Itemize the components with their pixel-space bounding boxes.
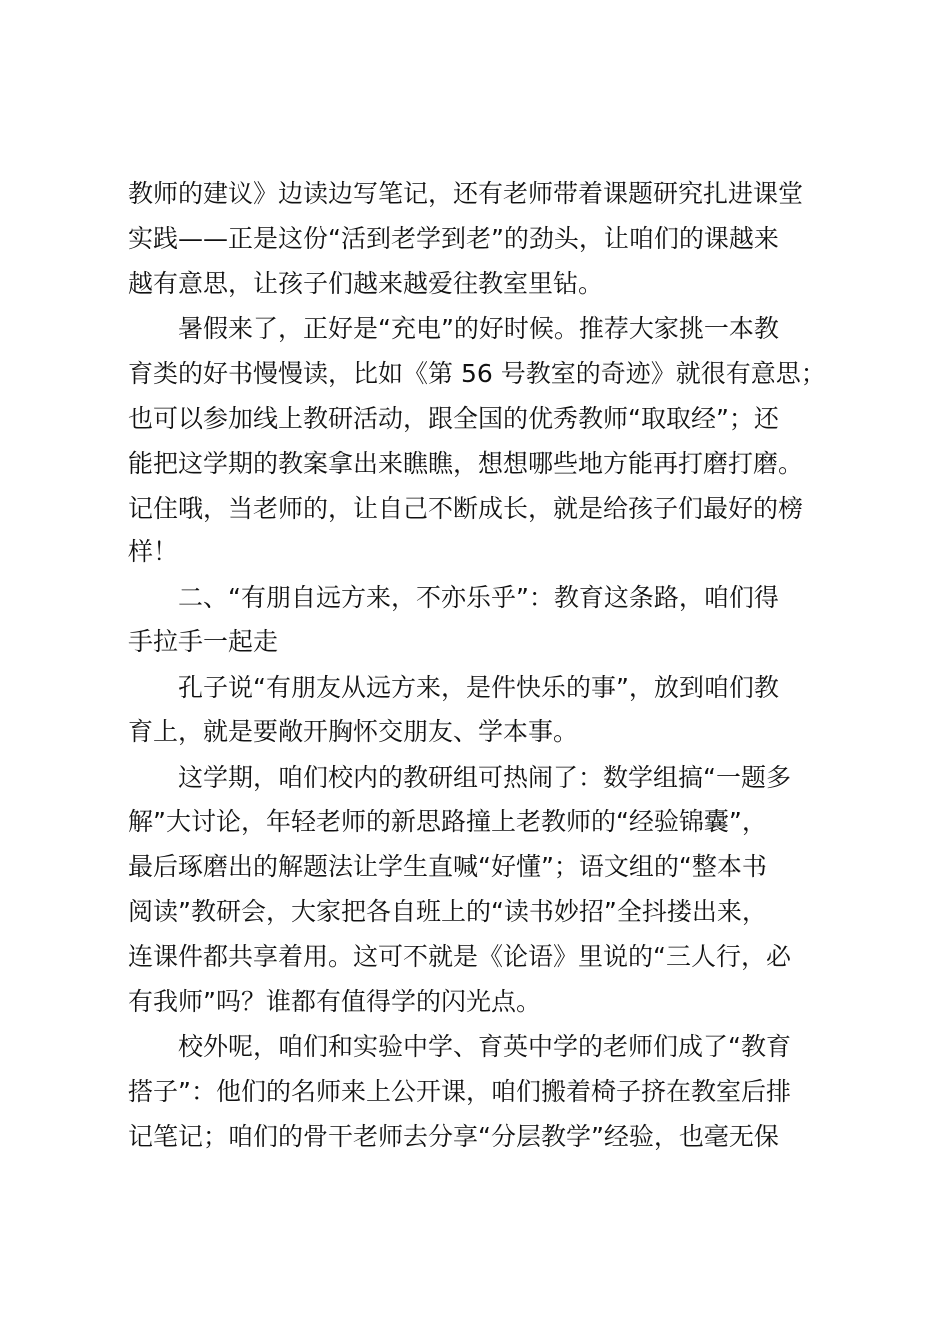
body-text-line: 育上，就是要敞开胸怀交朋友、学本事。 <box>128 717 579 746</box>
body-text-line: 育类的好书慢慢读，比如《第 56 号教室的奇迹》就很有意思； <box>128 359 826 388</box>
body-text-line: 也可以参加线上教研活动，跟全国的优秀教师“取取经”；还 <box>128 404 779 433</box>
section-heading-line: 手拉手一起走 <box>128 627 279 656</box>
body-text-line: 解”大讨论，年轻老师的新思路撞上老教师的“经验锦囊”， <box>128 807 767 836</box>
body-text-line: 教师的建议》边读边写笔记，还有老师带着课题研究扎进课堂 <box>128 179 804 208</box>
body-text-line: 记住哦，当老师的，让自己不断成长，就是给孩子们最好的榜 <box>128 494 804 523</box>
body-text-line: 孔子说“有朋友从远方来，是件快乐的事”，放到咱们教 <box>178 673 779 702</box>
body-text-line: 实践——正是这份“活到老学到老”的劲头，让咱们的课越来 <box>128 224 779 253</box>
body-text-line: 校外呢，咱们和实验中学、育英中学的老师们成了“教育 <box>178 1032 791 1061</box>
body-text-line: 最后琢磨出的解题法让学生直喊“好懂”；语文组的“整本书 <box>128 852 767 881</box>
body-text-line: 样！ <box>128 537 179 566</box>
body-text-line: 阅读”教研会，大家把各自班上的“读书妙招”全抖搂出来， <box>128 897 767 926</box>
body-text-line: 越有意思，让孩子们越来越爱往教室里钻。 <box>128 269 604 298</box>
body-text-line: 有我师”吗？谁都有值得学的闪光点。 <box>128 987 541 1016</box>
body-text-line: 搭子”：他们的名师来上公开课，咱们搬着椅子挤在教室后排 <box>128 1077 791 1106</box>
body-text-line: 记笔记；咱们的骨干老师去分享“分层教学”经验，也毫无保 <box>128 1122 779 1151</box>
body-text-line: 这学期，咱们校内的教研组可热闹了：数学组搞“一题多 <box>178 763 791 792</box>
section-heading-line: 二、“有朋自远方来，不亦乐乎”：教育这条路，咱们得 <box>178 583 779 612</box>
body-text-line: 连课件都共享着用。这可不就是《论语》里说的“三人行，必 <box>128 942 791 971</box>
body-text-line: 能把这学期的教案拿出来瞧瞧，想想哪些地方能再打磨打磨。 <box>128 449 804 478</box>
body-text-line: 暑假来了，正好是“充电”的好时候。推荐大家挑一本教 <box>178 314 779 343</box>
